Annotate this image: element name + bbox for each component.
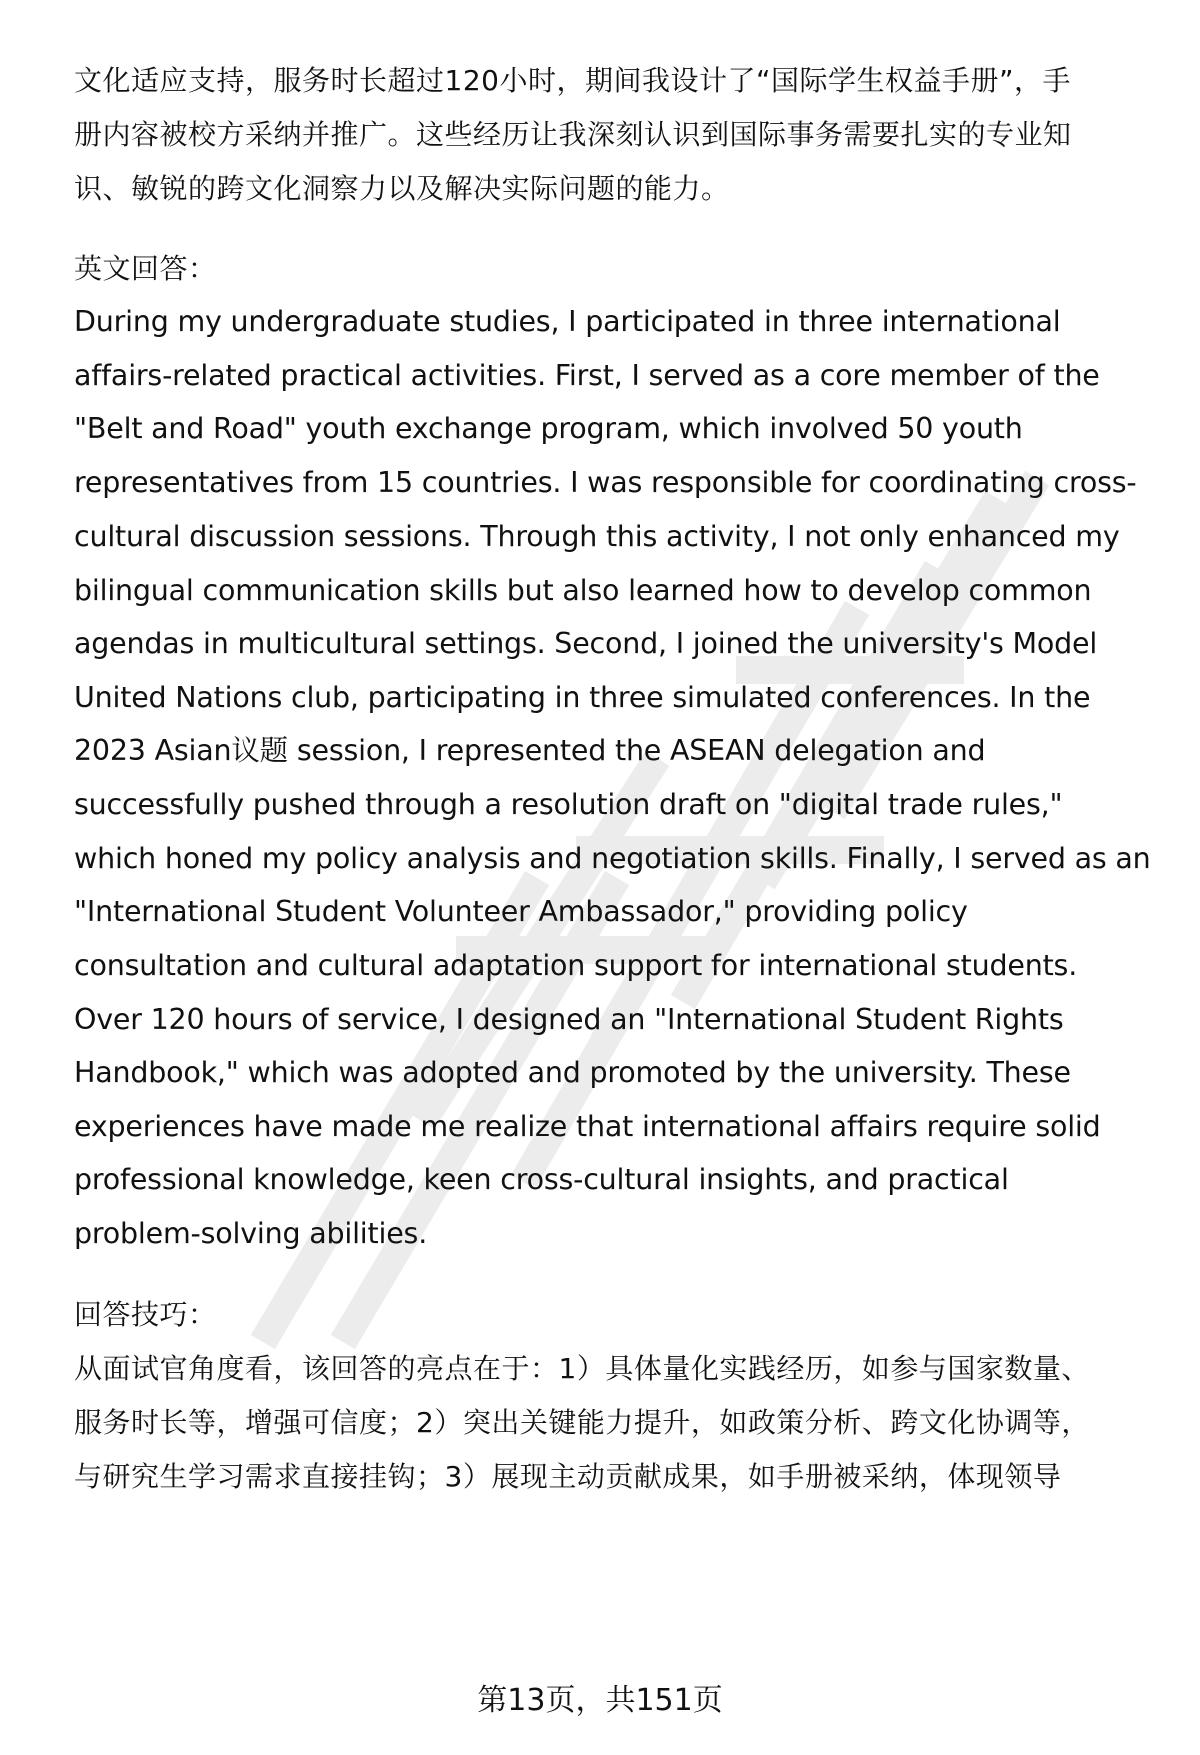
cn-paragraph-line: 册内容被校方采纳并推广。这些经历让我深刻认识到国际事务需要扎实的专业知: [74, 118, 1072, 151]
answer-tips-line: 服务时长等，增强可信度；2）突出关键能力提升，如政策分析、跨文化协调等，: [74, 1406, 1090, 1439]
answer-tips-heading: 回答技巧：: [74, 1298, 217, 1331]
english-answer-line: "Belt and Road" youth exchange program, which involved 50 youth: [74, 412, 1023, 445]
english-answer-line: professional knowledge, keen cross-cultural insights, and practical: [74, 1163, 1009, 1196]
english-answer-line: During my undergraduate studies, I participated in three international: [74, 305, 1061, 338]
english-answer-line: bilingual communication skills but also learned how to develop common: [74, 574, 1092, 607]
english-answer-line: representatives from 15 countries. I was responsible for coordinating cross-: [74, 466, 1137, 499]
english-answer-line: "International Student Volunteer Ambassador," providing policy: [74, 895, 968, 928]
english-answer-line: which honed my policy analysis and negotiation skills. Finally, I served as an: [74, 842, 1151, 875]
english-answer-line: Over 120 hours of service, I designed an "International Student Rights: [74, 1003, 1064, 1036]
english-answer-line: affairs-related practical activities. First, I served as a core member of the: [74, 359, 1100, 392]
english-answer-heading: 英文回答：: [74, 252, 217, 285]
english-answer-line: problem-solving abilities.: [74, 1217, 428, 1250]
cn-paragraph-line: 识、敏锐的跨文化洞察力以及解决实际问题的能力。: [74, 172, 730, 205]
english-answer-line: consultation and cultural adaptation support for international students.: [74, 949, 1078, 982]
english-answer-line: United Nations club, participating in three simulated conferences. In the: [74, 681, 1091, 714]
answer-tips-line: 与研究生学习需求直接挂钩；3）展现主动贡献成果，如手册被采纳，体现领导: [74, 1460, 1062, 1493]
page-number-footer: 第13页，共151页: [477, 1683, 723, 1718]
english-answer-line: cultural discussion sessions. Through this activity, I not only enhanced my: [74, 520, 1120, 553]
english-answer-line: successfully pushed through a resolution draft on "digital trade rules,": [74, 788, 1063, 821]
english-answer-line: agendas in multicultural settings. Second, I joined the university's Model: [74, 627, 1098, 660]
english-answer-line: experiences have made me realize that international affairs require solid: [74, 1110, 1101, 1143]
answer-tips-line: 从面试官角度看，该回答的亮点在于：1）具体量化实践经历，如参与国家数量、: [74, 1352, 1090, 1385]
english-answer-line: 2023 Asian议题 session, I represented the ASEAN delegation and: [74, 734, 986, 767]
cn-paragraph-line: 文化适应支持，服务时长超过120小时，期间我设计了“国际学生权益手册”，手: [74, 64, 1071, 97]
english-answer-line: Handbook," which was adopted and promoted by the university. These: [74, 1056, 1071, 1089]
